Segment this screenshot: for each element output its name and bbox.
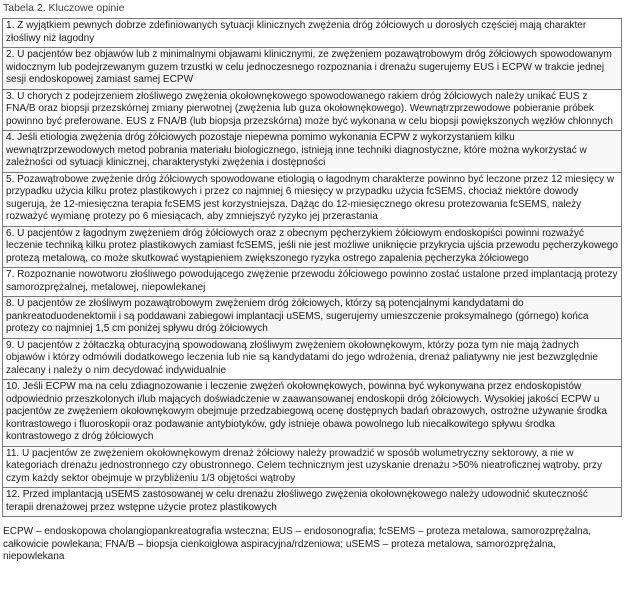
table-row: [3, 19, 622, 48]
opinion-cell: 8. U pacjentów ze złośliwym pozawątrobowym zwężeniem dróg żółciowych, którzy są potencjalnymi kandydatami do pankreatoduodenektomii i są poddawani zabiegowi implantacji uSEMS, sugerujemy umieszczenie proksymalnego (górnego) końca protezy co najmniej 1,5 cm poniżej spływu dróg żółciowych: [3, 297, 622, 339]
opinions-table: [2, 18, 622, 517]
opinion-cell: 9. U pacjentów z żółtaczką obturacyjną spowodowaną złośliwym zwężeniem okołownękowym, którzy poza tym nie mają żadnych objawów i którzy odmówili dodatkowego leczenia lub nie są kandydatami do jego wdrożenia, drenaż paliatywny nie jest bezwzględnie zalecany i należy o nim decydować indywidualnie: [3, 338, 622, 380]
table-row: [3, 89, 622, 131]
table-row: [3, 48, 622, 90]
table-caption: Tabela 2. Kluczowe opinie: [3, 2, 125, 14]
table-row: [3, 380, 622, 447]
opinion-cell: 6. U pacjentów z łagodnym zwężeniem dróg żółciowych oraz z obecnym pęcherzykiem żółciowym endoskopiści powinni rozważyć leczenie techniką kilku protez plastikowych zamiast fcSEMS, jeśli nie jest możliwe uniknięcie przykrycia ujścia przewodu pęcherzykowego protezą metalową, co może skutkować wystąpieniem zwiększonego ryzyka ostrego zapalenia pęcherzyka żółciowego: [3, 226, 622, 268]
table-row: [3, 446, 622, 488]
opinion-cell: 7. Rozpoznanie nowotworu złośliwego powodującego zwężenie przewodu żółciowego powinno zostać ustalone przed implantacją protezy samorozprężalnej, metalowej, niepowlekanej: [3, 268, 622, 297]
opinion-cell: 11. U pacjentów ze zwężeniem okołownękowym drenaż żółciowy należy prowadzić w sposób wolumetryczny sektorowy, a nie w kategoriach drenażu jednostronnego czy obustronnego. Celem technicznym jest uzyskanie drenażu >50% nieatroficznej wątroby, przy czym każdy sektor obejmuje w przybliżeniu 1/3 objętości wątroby: [3, 446, 622, 488]
table-row: [3, 226, 622, 268]
opinion-cell: 4. Jeśli etiologia zwężenia dróg żółciowych pozostaje niepewna pomimo wykonania ECPW z wykorzystaniem kilku wewnątrzprzewodowych metod pobrania materiału biologicznego, istnieją inne techniki diagnostyczne, które można wykorzystać w zależności od sytuacji klinicznej, charakterystyki zwężenia i dostępności: [3, 131, 622, 173]
opinion-cell: 2. U pacjentów bez objawów lub z minimalnymi objawami klinicznymi, ze zwężeniem pozawątrobowym dróg żółciowych spowodowanym widocznym lub podejrzewanym guzem trzustki w celu jednoczesnego rozpoznania i drenażu sugerujemy EUS i ECPW w trakcie jednej sesji endoskopowej zamiast samej ECPW: [3, 48, 622, 90]
abbreviations-footnote: ECPW – endoskopowa cholangiopankreatografia wsteczna; EUS – endosonografia; fcSEMS – proteza metalowa, samorozprężalna, całkowicie powlekana; FNA/B – biopsja cienkoigłowa aspiracyjna/rdzeniowa; uSEMS – proteza metalowa, samorozprężalna, niepowlekana: [3, 526, 592, 562]
table-row: [3, 131, 622, 173]
opinion-cell: 5. Pozawątrobowe zwężenie dróg żółciowych spowodowane etiologią o łagodnym charakterze powinno być leczone przez 12 miesięcy w przypadku użycia kilku protez plastikowych i przez co najmniej 6 miesięcy w przypadku użycia fcSEMS, chociaż niektóre dowody sugerują, że 12-miesięczna terapia fcSEMS jest korzystniejsza. Dążąc do 12-miesięcznego okresu protezowania fcSEMS, należy rozważyć wymianę protezy po 6 miesiącach, aby zmniejszyć ryzyko jej przerastania: [3, 172, 622, 226]
opinion-cell: 10. Jeśli ECPW ma na celu zdiagnozowanie i leczenie zwężeń okołownękowych, powinna być wykonywana przez endoskopistów odpowiednio przeszkolonych i/lub mających doświadczenie w zaawansowanej endoskopii dróg żółciowych. Wysokiej jakości ECPW u pacjentów ze zwężeniem okołownękowym obejmuje przedzabiegową ocenę dostępnych badań obrazowych, ostrożne używanie środka kontrastowego i fluoroskopii oraz podawanie antybiotyków, gdy istnieje obawa powolnego lub niecałkowitego spływu środka kontrastowego z dróg żółciowych: [3, 380, 622, 447]
table-row: [3, 338, 622, 380]
table-row: [3, 297, 622, 339]
table-row: [3, 268, 622, 297]
table-row: [3, 172, 622, 226]
opinion-cell: 12. Przed implantacją uSEMS zastosowanej w celu drenażu złośliwego zwężenia okołownękowego należy udowodnić skuteczność terapii drenażowej przez wstępne użycie protez plastikowych: [3, 488, 622, 517]
opinion-cell: 3. U chorych z podejrzeniem złośliwego zwężenia okołownękowego spowodowanego rakiem dróg żółciowych należy unikać EUS z FNA/B oraz biopsji przezskórnej zmiany pierwotnej (zwężenia lub guza okołownękowego). Wewnątrzprzewodowe pobieranie próbek powinno być preferowane. EUS z FNA/B (lub biopsja przezskórna) może być wykonana w celu biopsji powiększonych węzłów chłonnych: [3, 89, 622, 131]
table-row: [3, 488, 622, 517]
opinion-cell: 1. Z wyjątkiem pewnych dobrze zdefiniowanych sytuacji klinicznych zwężenia dróg żółciowych u dorosłych częściej mają charakter złośliwy niż łagodny: [3, 19, 622, 48]
